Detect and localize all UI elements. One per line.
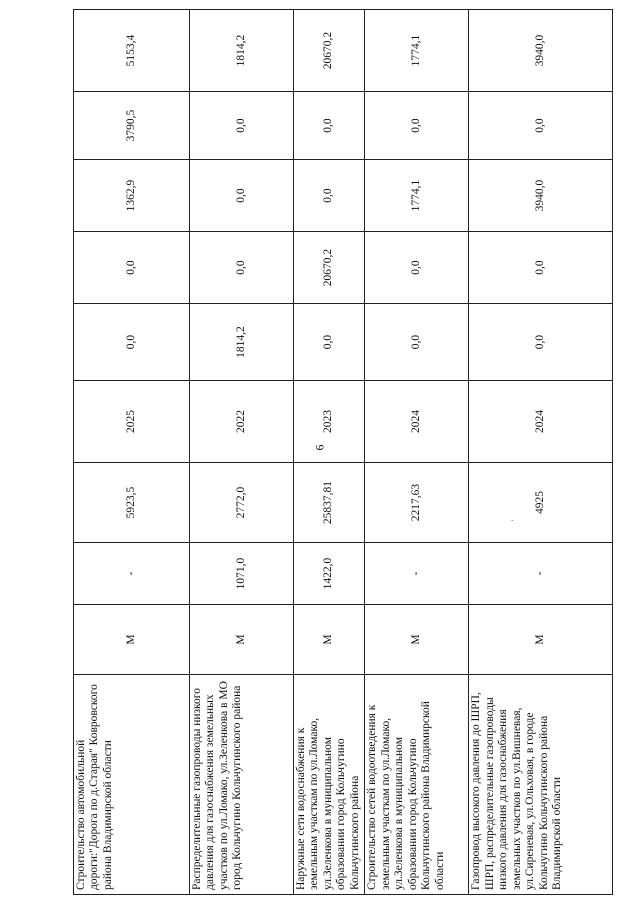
object-name-cell: Наружные сети водоснабжения к земельным участкам по ул.Ломако, ул.Зеленкова в муниципальном образовании город Кольчугино Кольчугинского района: [294, 675, 365, 895]
type-cell: М: [365, 605, 469, 675]
amount-cell: 3790,5: [74, 92, 190, 160]
estimated-cost-cell: 4925: [469, 463, 613, 543]
total-cell: 1774,1: [365, 10, 469, 92]
object-name-cell: Строительство автомобильной дороги:"Дорога по д.Старая" Ковровского района Владимирской области: [74, 675, 190, 895]
capacity-cell: -: [365, 543, 469, 605]
year-cell: 2022: [190, 381, 294, 463]
amount-cell: 0,0: [294, 92, 365, 160]
year-cell: 2025: [74, 381, 190, 463]
total-cell: 1814,2: [190, 10, 294, 92]
amount-cell: 0,0: [74, 304, 190, 381]
amount-cell: 0,0: [469, 304, 613, 381]
total-cell: 20670,2: [294, 10, 365, 92]
amount-cell: 0,0: [190, 232, 294, 304]
table-row: [190, 10, 294, 895]
table-row: [469, 10, 613, 895]
capacity-cell: 1422,0: [294, 543, 365, 605]
object-name-cell: Распределительные газопроводы низкого давления для газоснабжения земельных участков по ул.Ломако, ул.Зеленкова в МО город Кольчугино Кольчугинского района: [190, 675, 294, 895]
page-number: 6: [312, 444, 327, 451]
amount-cell: 20670,2: [294, 232, 365, 304]
estimated-cost-cell: 5923,5: [74, 463, 190, 543]
capacity-cell: -: [74, 543, 190, 605]
table-row: [365, 10, 469, 895]
amount-cell: 1774,1: [365, 160, 469, 232]
type-cell: М: [74, 605, 190, 675]
investment-table: [73, 9, 613, 895]
amount-cell: 0,0: [469, 92, 613, 160]
amount-cell: 0,0: [294, 304, 365, 381]
capacity-cell: -: [469, 543, 613, 605]
type-cell: М: [190, 605, 294, 675]
amount-cell: 0,0: [190, 160, 294, 232]
amount-cell: 0,0: [365, 232, 469, 304]
amount-cell: 0,0: [365, 304, 469, 381]
amount-cell: 1814,2: [190, 304, 294, 381]
object-name-cell: Газопровод высокого давления до ШРП, ШРП, распределительные газопроводы низкого давления для газоснабжения земельных участков по ул.Вишневая, ул.Сиреневая, ул.Ольховая, в городе Кольчугино Кольчугинского района Владимирской области: [469, 675, 613, 895]
year-cell: 2023: [294, 381, 365, 463]
amount-cell: 0,0: [365, 92, 469, 160]
type-cell: М: [294, 605, 365, 675]
amount-cell: 1362,9: [74, 160, 190, 232]
capacity-cell: 1071,0: [190, 543, 294, 605]
table-row: [74, 10, 190, 895]
total-cell: 3940,0: [469, 10, 613, 92]
type-cell: М: [469, 605, 613, 675]
year-cell: 2024: [365, 381, 469, 463]
object-name-cell: Строительство сетей водоотведения к земельным участкам по ул.Ломако, ул.Зеленкова в муниципальном образовании город Кольчугино Кольчугинского района Владимирской области: [365, 675, 469, 895]
stray-mark: .: [511, 513, 514, 523]
amount-cell: 0,0: [74, 232, 190, 304]
rotated-table-container: [73, 10, 611, 895]
amount-cell: 0,0: [469, 232, 613, 304]
amount-cell: 0,0: [190, 92, 294, 160]
estimated-cost-cell: 25837,81: [294, 463, 365, 543]
table-row: [294, 10, 365, 895]
amount-cell: 0,0: [294, 160, 365, 232]
estimated-cost-cell: 2217,63: [365, 463, 469, 543]
estimated-cost-cell: 2772,0: [190, 463, 294, 543]
amount-cell: 3940,0: [469, 160, 613, 232]
total-cell: 5153,4: [74, 10, 190, 92]
year-cell: 2024: [469, 381, 613, 463]
